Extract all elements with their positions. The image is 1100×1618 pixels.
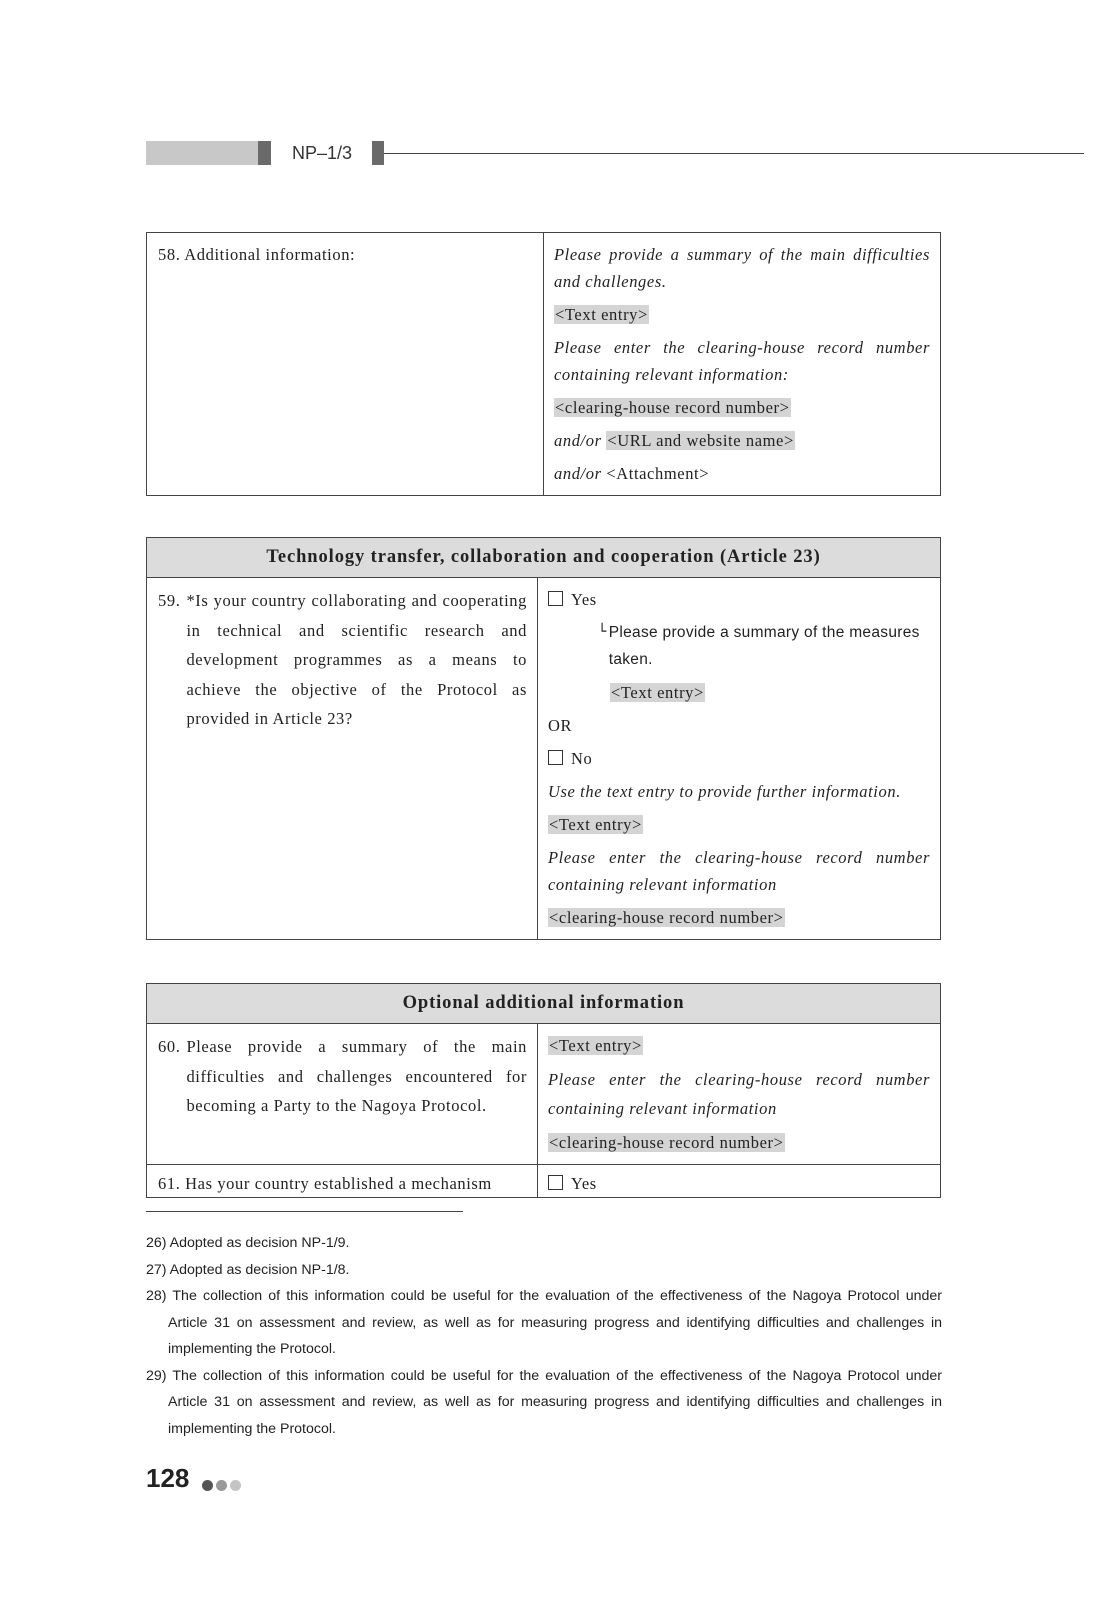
header-grey-bar — [146, 141, 258, 165]
q58-answer-cell — [544, 233, 941, 496]
q61-row — [147, 1165, 941, 1198]
q60-question-cell — [147, 1024, 538, 1165]
header-rule — [384, 153, 1084, 154]
q59-no-option[interactable] — [548, 745, 930, 772]
q60-number: 60. — [158, 1037, 181, 1056]
q59-record-field[interactable]: <clearing-house record number> — [549, 908, 784, 927]
q60-row — [147, 1024, 941, 1165]
q61-question-cell — [147, 1165, 538, 1198]
page-number: 128 — [146, 1463, 190, 1493]
q59-row — [147, 578, 941, 940]
q59-yes-text-entry[interactable]: <Text entry> — [611, 683, 704, 702]
q58-andor-1: and/or — [554, 431, 602, 450]
q58-record-field[interactable]: <clearing-house record number> — [555, 398, 790, 417]
q59-yes-sub-prompt: Please provide a summary of the measures taken. — [608, 624, 920, 668]
q61-yes-label: Yes — [571, 1174, 597, 1193]
q60-record-prompt: Please enter the clearing-house record number containing relevant information — [548, 1070, 930, 1118]
optional-section-title: Optional additional information — [147, 984, 941, 1024]
document-code: NP–1/3 — [292, 143, 353, 163]
footnote-rule — [146, 1211, 463, 1212]
q59-yes-label: Yes — [571, 590, 597, 609]
q59-text-entry[interactable]: <Text entry> — [549, 815, 642, 834]
q58-record-prompt: Please enter the clearing-house record number containing relevant information: — [554, 338, 930, 384]
footnote-27: 27) Adopted as decision NP-1/8. — [146, 1261, 350, 1278]
q59-answer-cell — [538, 578, 941, 940]
q58-question: 58. Additional information: — [158, 245, 356, 264]
q60-record-field[interactable]: <clearing-house record number> — [549, 1133, 784, 1152]
q61-answer-cell — [538, 1165, 941, 1198]
page-dot-light — [230, 1480, 241, 1491]
q61-question: 61. Has your country established a mechanism — [158, 1174, 492, 1193]
technology-transfer-table — [146, 537, 941, 940]
q59-question-cell — [147, 578, 538, 940]
optional-info-table — [146, 983, 941, 1198]
q59-no-checkbox[interactable] — [548, 750, 563, 765]
q58-attachment-field[interactable]: <Attachment> — [606, 464, 710, 483]
q59-yes-checkbox[interactable] — [548, 591, 563, 606]
header-dark-bar — [258, 141, 271, 165]
header-dark-bar-right — [372, 141, 384, 165]
q59-no-label: No — [571, 749, 593, 768]
footnote-28: 28) The collection of this information could be useful for the evaluation of the effectiveness of the Nagoya Protocol under Article 31 on assessment and review, as well as for measuring progress and identifying difficulties and challenges in implementing the Protocol. — [146, 1288, 942, 1357]
q59-record-prompt: Please enter the clearing-house record number containing relevant information — [548, 848, 930, 894]
page-dot-mid — [216, 1480, 227, 1491]
footnotes — [146, 1230, 942, 1442]
q59-or-label: OR — [548, 716, 573, 735]
q60-question: Please provide a summary of the main difficulties and challenges encountered for becoming a Party to the Nagoya Protocol. — [186, 1037, 527, 1115]
q59-number: 59. — [158, 591, 181, 610]
footnote-29: 29) The collection of this information could be useful for the evaluation of the effectiveness of the Nagoya Protocol under Article 31 on assessment and review, as well as for measuring progress and identifying difficulties and challenges in implementing the Protocol. — [146, 1367, 942, 1437]
q60-text-entry[interactable]: <Text entry> — [549, 1036, 642, 1055]
q58-url-field[interactable]: <URL and website name> — [607, 431, 794, 450]
page-dot-dark — [202, 1480, 213, 1491]
q61-yes-option[interactable] — [548, 1170, 930, 1197]
q59-question: *Is your country collaborating and cooperating in technical and scientific research and development programmes as a means to achieve the objective of the Protocol as provided in Article 23? — [186, 591, 527, 728]
q58-table — [146, 232, 941, 496]
q59-yes-option[interactable] — [548, 586, 930, 613]
technology-section-title: Technology transfer, collaboration and cooperation (Article 23) — [147, 538, 941, 578]
q58-text-entry[interactable]: <Text entry> — [555, 305, 648, 324]
q59-further-prompt: Use the text entry to provide further information. — [548, 782, 901, 801]
q58-andor-2: and/or — [554, 464, 602, 483]
footnote-26: 26) Adopted as decision NP-1/9. — [146, 1235, 350, 1251]
q60-answer-cell — [538, 1024, 941, 1165]
q58-summary-prompt: Please provide a summary of the main difficulties and challenges. — [554, 245, 930, 291]
q58-question-cell — [147, 233, 544, 496]
q61-yes-checkbox[interactable] — [548, 1175, 563, 1190]
q59-sub-arrow-icon: └ — [598, 624, 607, 640]
q58-row — [147, 233, 941, 496]
